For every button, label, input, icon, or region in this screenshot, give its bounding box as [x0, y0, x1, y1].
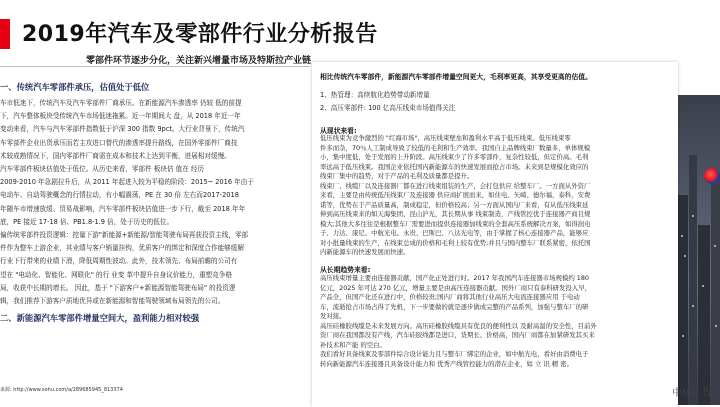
text-line: 术较成熟情况下，国内零部件厂商需在成本和技术上达到平衡，进展相对缓慢。 — [0, 151, 231, 160]
text-line: 局，收获中长期的增长。 因此，基于 "下游客户+新能源智能驾驶布局" 的投资逻 — [0, 283, 236, 292]
text-line: 下，汽车整体板块受传统汽车市场低迷拖累。近一年期间大 盘，从 2018 年近一年 — [0, 112, 241, 121]
long-term-text — [320, 274, 672, 369]
text-line: 件作为整车上游企业，其业绩与客户销量挂钩，优质客户的绑定和深度合作能够缓解 — [0, 244, 244, 253]
text-line: 年随车市增速放缓、贸易战影响，汽车零部件板块估值进一步下行，截至 2018 年年 — [0, 204, 246, 213]
city-skyline-image — [678, 95, 720, 405]
page-subtitle: 零部件环节逐步分化，关注新兴增量市场及特斯拉产业链 — [86, 56, 312, 66]
text-line: 转向新能源汽车连接器且具备设计能力和 优秀产线管控能力的潜在企业，如 立 讯 精 密。 — [320, 359, 573, 368]
paragraph-3 — [0, 229, 306, 308]
text-line: 模大;其他大多往往是根据整车厂需要进而提供连接器加线束的全套高压系统解决方案，如得润电 — [320, 219, 591, 228]
text-line: 伸到高压线束来的如天海集团、昆山沪光，其长期从事 线束制造，产线管控优于连接器产商且规 — [320, 210, 591, 218]
title-divider — [0, 66, 310, 67]
text-line: 线束厂、线缆厂以及连接器厂都在进行线束组装的生产，会打包供应 给整车厂。一方面从外资厂 — [320, 181, 591, 190]
current-status-text — [320, 134, 672, 258]
text-line: 车，流逝抢占市场占得了先机，下一步要做的就是逐步做成完整的产品系列，加强与整车厂的研 — [320, 302, 589, 311]
text-line: 高压硅橡胶线缆是未来发展方向。高压硅橡胶线缆具有优良的便利性以 及耐高温的安全性，目前外 — [320, 321, 597, 330]
text-line: 汽车零部件板块估值处于低位。从历史来看，零部件 板块估 值在 经历 — [0, 165, 205, 174]
list-item: 2、高压零部件: 100 亿高压线束市场值得关注 — [320, 104, 456, 112]
text-line: 车零部件企业出货承压而若主攻进口替代的渗透率提升路线，在国外零部件厂商技 — [0, 138, 238, 147]
section-heading-1: 一、传统汽车零部件承压，估值处于低位 — [0, 82, 150, 92]
text-line: 行业下行带来的业绩下滑，降低周期性波动。此外，技术领先、布局前瞻的公司有 — [0, 257, 238, 266]
text-line: 亿元，2025 年可达 270 亿元，增量主要是由高压连接器贡献。国外厂商只有泰科研发投入早， — [320, 283, 592, 292]
text-line: 底，PE 接近 17-18 倍、PB1.8-1.9 倍，处于历史的低位。 — [0, 217, 174, 226]
section-heading-2: 二、新能源汽车零部件增量空间大，盈利能力相对较强 — [0, 313, 200, 324]
text-line: 小，集中度低，处于发展的上升阶段。高压线束少了许多零部件，复杂性较低，但定价高。毛利 — [320, 153, 589, 161]
watermark-text: 中域广告 — [672, 388, 712, 399]
text-line: 资厂商在我国都没有产线，汽车硅胶线都是进口，货期长、价格高，国内厂商都在加紧研发其买来 — [320, 331, 595, 339]
text-line: 高压线束增量主要由连接器贡献，国产化正处进行时。2017 年我国汽车连接器市场规模约 180 — [320, 274, 589, 282]
current-status-heading: 从现状来看: — [320, 127, 357, 135]
page-title: 2019年汽车及零部件行业分析报告 — [22, 22, 378, 47]
text-line: 望在 "电动化、智能化、网联化" 的行 业变 革中提升自身议价能力，重塑竞争格 — [0, 270, 233, 279]
text-line: 补技术和产能 的空白。 — [320, 340, 386, 349]
text-line: 率远高于低压线束。我国企业依托国内新能源车的快速发展而抢占市场。未来到是规模化效应的 — [320, 162, 589, 171]
analysis-panel — [312, 62, 678, 407]
paragraph-1 — [0, 97, 306, 163]
text-line: 发对接。 — [320, 312, 346, 320]
text-line: 对小批量线束的生产，在线束总成的价格和毛利上较有优势;并且与国内整车厂联系紧密，依托国 — [320, 238, 591, 247]
text-line: 2009-2010 年急剧拉升后，从 2011 年起进入较为平稳的阶段：2015~ 2016 年由于 — [0, 178, 254, 187]
text-line: 辑，我们推荐下游客户质地优异或在新能源和智能驾驶领域布局领先的公司。 — [0, 297, 225, 306]
panel-heading: 相比传统汽车零部件，新能源汽车零部件增量空间更大，毛利率更高，其享受更高的估值。 — [320, 73, 592, 81]
text-line: 诺等，优势在于产品质量高，制成稳定，但价格较高；另一方面从国内厂来看，有从低压线束延 — [320, 200, 589, 209]
text-line: 产品全，但国产化还在进行中，价格较贵;国内厂商将其他行业高压大电流连接器应用 于电动 — [320, 293, 580, 301]
text-line: 偏传统零部件投资逻辑：控量下游"新能源+新能源/智能驾驶布局再获投资主线，零部 — [0, 231, 249, 240]
text-line: 子、力达、康尼、中航光电、永贵、巴斯巴、八达光电等，由于掌握了核心连接器产品，能够应 — [320, 229, 589, 237]
text-line: 来看，主要是由传统低压线束厂及连接器 供应商扩展而来，如住电、矢崎、德尔福，泰科，安费 — [320, 191, 591, 199]
text-line: 电动车、自动驾驶概念的行情拉动，有小幅震荡，PE 在 30 倍 左右而2017-2018 — [0, 191, 239, 200]
source-link[interactable]: 来源: http://www.sohu.com/a/289685945_813374 — [0, 387, 123, 393]
panel-list — [320, 89, 455, 115]
list-item: 1、热管理：高续航化趋势带动新增量 — [320, 91, 430, 99]
text-line: 车市低迷下，传统汽车及汽车零部件厂商承压。在新能源汽车渗透率 仍较 低的前提 — [0, 99, 242, 107]
title-accent-bar — [0, 19, 10, 49]
text-line: 线束厂集中的趋势，对于产品的毛利及质量都是提升。 — [320, 172, 474, 180]
long-term-heading: 从长期趋势来看: — [320, 266, 371, 274]
text-line: 内新能源车的快速发展而快速。 — [320, 248, 410, 256]
text-line: 我们看好具备线束及零部件综合设计能力且与整车厂绑定的企业，如中航光电，看好由消费电子 — [320, 350, 589, 358]
text-line: 变动来看，汽车与汽车零部件指数低于沪深 300 指数 9pct。大行业背景下，传统汽 — [0, 125, 245, 134]
left-column — [0, 70, 306, 324]
text-line: 件多而杂，70％人工制成导致了较低的毛利和生产效率。我国自主品牌线束厂数量多，单体规模 — [320, 143, 591, 152]
text-line: 低压线束为竞争激烈的 "红海市场"，高压线束壁垒和盈利水平高于低压线束。低压线束零 — [320, 134, 571, 142]
brand-logo-icon — [704, 168, 720, 184]
paragraph-2 — [0, 163, 306, 229]
